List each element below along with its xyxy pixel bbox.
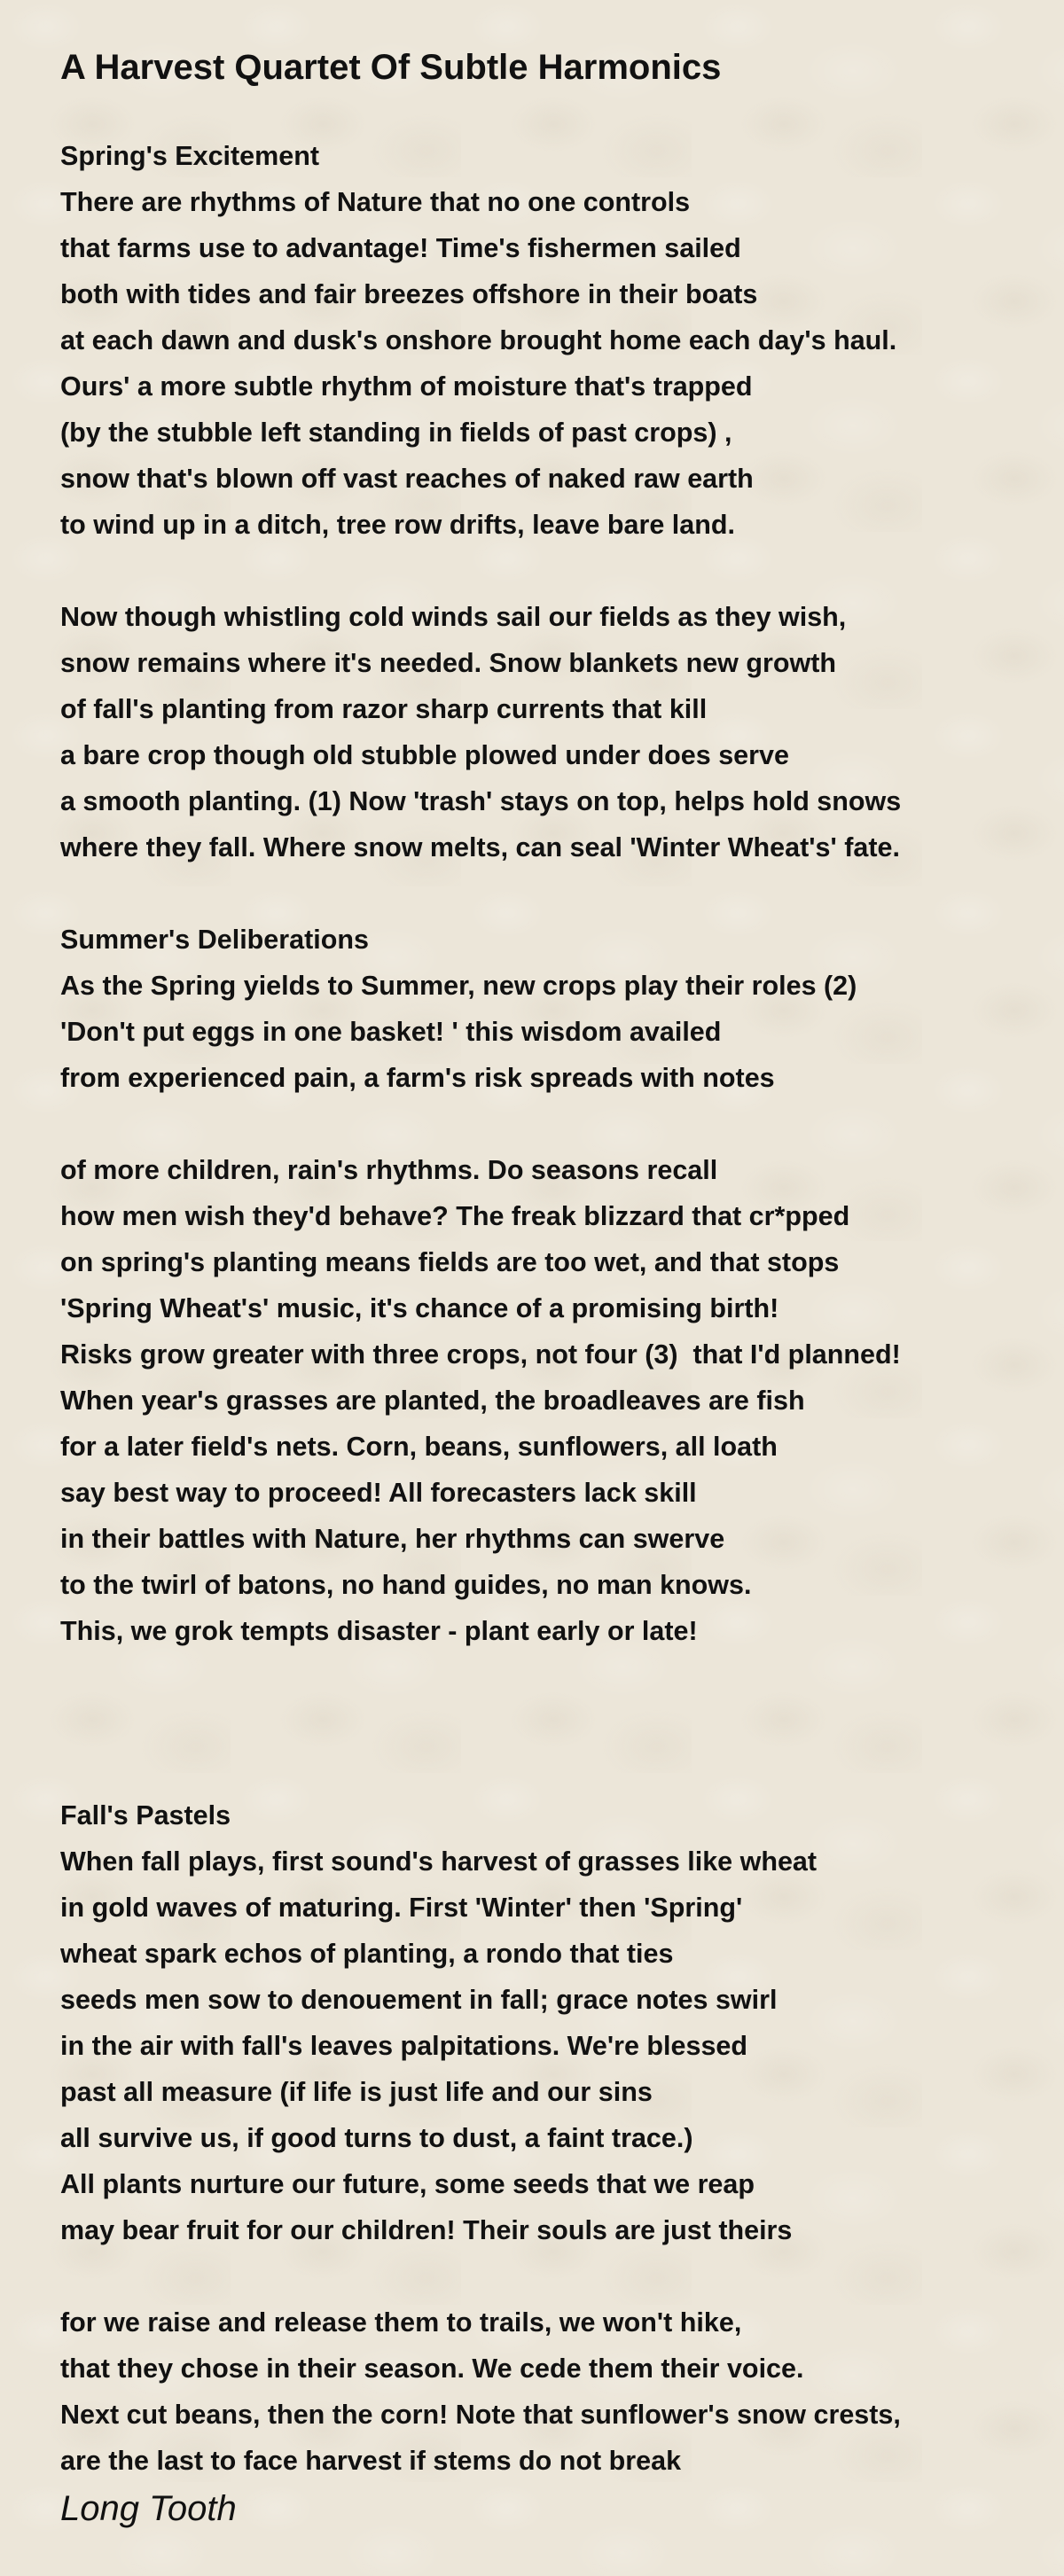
poem-title: A Harvest Quartet Of Subtle Harmonics [60, 48, 722, 87]
poem-line: where they fall. Where snow melts, can seal 'Winter Wheat's' fate. [60, 832, 900, 863]
poem-line: that they chose in their season. We cede them their voice. [60, 2354, 804, 2384]
stanza-break [60, 1700, 1044, 1746]
poem-line: past all measure (if life is just life and our sins [60, 2077, 653, 2107]
poem-line: Now though whistling cold winds sail our fields as they wish, [60, 602, 847, 632]
poem-line: Spring's Excitement [60, 141, 319, 171]
stanza-break [60, 2253, 1044, 2299]
poem-line: Risks grow greater with three crops, not four (3) that I'd planned! [60, 1339, 901, 1370]
poem-line: When fall plays, first sound's harvest of grasses like wheat [60, 1846, 818, 1877]
poem-line: of fall's planting from razor sharp currents that kill [60, 694, 708, 724]
poem-line: are the last to face harvest if stems do not break [60, 2446, 682, 2476]
poem-line: 'Don't put eggs in one basket! ' this wisdom availed [60, 1017, 722, 1047]
poem-author: Long Tooth [60, 2489, 237, 2528]
stanza-break [60, 1101, 1044, 1147]
poem-line: 'Spring Wheat's' music, it's chance of a promising birth! [60, 1293, 779, 1323]
stanza-break [60, 548, 1044, 594]
poem-line: at each dawn and dusk's onshore brought home each day's haul. [60, 325, 897, 355]
poem-line: in the air with fall's leaves palpitations. We're blessed [60, 2031, 747, 2061]
stanza-break [60, 1654, 1044, 1700]
poem-line: As the Spring yields to Summer, new crops play their roles (2) [60, 971, 857, 1001]
poem-line: of more children, rain's rhythms. Do seasons recall [60, 1155, 718, 1185]
poem-line: a smooth planting. (1) Now 'trash' stays on top, helps hold snows [60, 786, 902, 816]
poem-line: (by the stubble left standing in fields of past crops) , [60, 418, 732, 448]
poem-body [60, 133, 1044, 2484]
poem-line: in gold waves of maturing. First 'Winter' then 'Spring' [60, 1893, 743, 1923]
poem-line: Next cut beans, then the corn! Note that sunflower's snow crests, [60, 2400, 901, 2430]
poem-line: Fall's Pastels [60, 1800, 231, 1831]
poem-line: how men wish they'd behave? The freak blizzard that cr*pped [60, 1201, 850, 1231]
poem-line: All plants nurture our future, some seeds that we reap [60, 2169, 755, 2199]
poem-line: for a later field's nets. Corn, beans, sunflowers, all loath [60, 1432, 778, 1462]
poem-line: There are rhythms of Nature that no one controls [60, 187, 691, 217]
poem-line: When year's grasses are planted, the broadleaves are fish [60, 1386, 805, 1416]
poem-line: Summer's Deliberations [60, 925, 369, 955]
stanza-break [60, 870, 1044, 917]
poem-line: Ours' a more subtle rhythm of moisture that's trapped [60, 371, 753, 402]
poem-line: may bear fruit for our children! Their souls are just theirs [60, 2215, 793, 2245]
poem-line: for we raise and release them to trails, we won't hike, [60, 2307, 742, 2338]
poem-line: say best way to proceed! All forecasters lack skill [60, 1478, 697, 1508]
poem-line: on spring's planting means fields are too wet, and that stops [60, 1247, 840, 1277]
poem-line: to wind up in a ditch, tree row drifts, leave bare land. [60, 510, 735, 540]
poem-line: that farms use to advantage! Time's fishermen sailed [60, 233, 741, 263]
poem-line: in their battles with Nature, her rhythms can swerve [60, 1524, 725, 1554]
poem-line: seeds men sow to denouement in fall; grace notes swirl [60, 1985, 778, 2015]
poem-line: snow remains where it's needed. Snow blankets new growth [60, 648, 836, 678]
poem-line: from experienced pain, a farm's risk spreads with notes [60, 1063, 775, 1093]
poem-line: snow that's blown off vast reaches of naked raw earth [60, 464, 754, 494]
poem-line: This, we grok tempts disaster - plant early or late! [60, 1616, 698, 1646]
poem-line: a bare crop though old stubble plowed under does serve [60, 740, 789, 770]
poem-line: wheat spark echos of planting, a rondo that ties [60, 1939, 674, 1969]
poem-line: all survive us, if good turns to dust, a faint trace.) [60, 2123, 693, 2153]
poem-line: both with tides and fair breezes offshore in their boats [60, 279, 758, 309]
poem-line: to the twirl of batons, no hand guides, no man knows. [60, 1570, 752, 1600]
stanza-break [60, 1746, 1044, 1792]
